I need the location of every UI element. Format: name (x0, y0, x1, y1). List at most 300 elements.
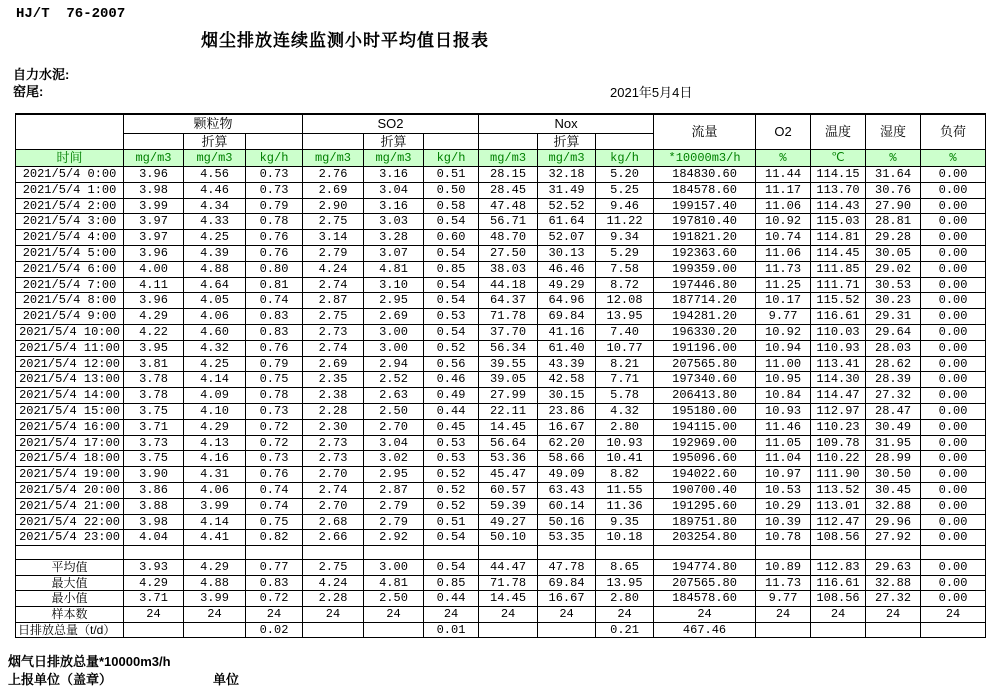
cell-value: 28.45 (479, 182, 538, 198)
cell-value: 0.00 (921, 214, 986, 230)
col-o2: O2 (756, 114, 811, 150)
cell-value: 114.43 (811, 198, 866, 214)
table-row (16, 435, 986, 451)
cell-time: 2021/5/4 17:00 (16, 435, 124, 451)
blank-cell (424, 546, 479, 560)
cell-value: 29.31 (866, 309, 921, 325)
cell-value: 115.52 (811, 293, 866, 309)
summary-value: 14.45 (479, 591, 538, 607)
cell-value: 115.03 (811, 214, 866, 230)
cell-time: 2021/5/4 4:00 (16, 230, 124, 246)
cell-value: 10.94 (756, 340, 811, 356)
cell-value: 3.10 (364, 277, 424, 293)
summary-value: 0.00 (921, 591, 986, 607)
cell-value: 0.52 (424, 340, 479, 356)
table-row (16, 514, 986, 530)
cell-value: 5.78 (596, 388, 654, 404)
blank-cell (756, 546, 811, 560)
cell-time: 2021/5/4 20:00 (16, 482, 124, 498)
cell-value: 47.48 (479, 198, 538, 214)
cell-value: 4.24 (303, 261, 364, 277)
cell-time: 2021/5/4 1:00 (16, 182, 124, 198)
summary-label: 最小值 (16, 591, 124, 607)
cell-value: 0.51 (424, 514, 479, 530)
cell-value: 0.50 (424, 182, 479, 198)
cell-value: 52.52 (538, 198, 596, 214)
cell-value: 3.99 (184, 498, 246, 514)
cell-value: 4.11 (124, 277, 184, 293)
unit-cell: ℃ (811, 150, 866, 167)
cell-value: 4.34 (184, 198, 246, 214)
cell-value: 0.00 (921, 245, 986, 261)
cell-value: 61.64 (538, 214, 596, 230)
cell-value: 27.90 (866, 198, 921, 214)
monitoring-table (15, 113, 986, 638)
table-row (16, 530, 986, 546)
cell-value: 0.00 (921, 530, 986, 546)
cell-value: 3.02 (364, 451, 424, 467)
cell-value: 0.74 (246, 293, 303, 309)
cell-value: 113.41 (811, 356, 866, 372)
cell-value: 2.79 (303, 245, 364, 261)
cell-value: 44.18 (479, 277, 538, 293)
cell-value: 9.46 (596, 198, 654, 214)
cell-value: 192363.60 (654, 245, 756, 261)
cell-value: 2.52 (364, 372, 424, 388)
cell-value: 114.47 (811, 388, 866, 404)
summary-value: 24 (866, 606, 921, 622)
cell-value: 50.10 (479, 530, 538, 546)
cell-value: 111.85 (811, 261, 866, 277)
cell-value: 199157.40 (654, 198, 756, 214)
cell-value: 10.97 (756, 467, 811, 483)
cell-value: 27.32 (866, 388, 921, 404)
cell-value: 32.18 (538, 167, 596, 183)
cell-value: 3.98 (124, 514, 184, 530)
report-date: 2021年5月4日 (610, 85, 693, 100)
cell-value: 3.28 (364, 230, 424, 246)
cell-value: 2.35 (303, 372, 364, 388)
cell-value: 194281.20 (654, 309, 756, 325)
cell-value: 3.73 (124, 435, 184, 451)
cell-value: 2.80 (596, 419, 654, 435)
cell-value: 0.53 (424, 451, 479, 467)
cell-value: 69.84 (538, 309, 596, 325)
cell-value: 11.73 (756, 261, 811, 277)
cell-value: 2.90 (303, 198, 364, 214)
cell-value: 0.00 (921, 372, 986, 388)
cell-time: 2021/5/4 0:00 (16, 167, 124, 183)
cell-time: 2021/5/4 3:00 (16, 214, 124, 230)
summary-value: 24 (424, 606, 479, 622)
summary-value: 0.44 (424, 591, 479, 607)
cell-value: 46.46 (538, 261, 596, 277)
blank-cell (184, 546, 246, 560)
summary-value: 0.54 (424, 560, 479, 576)
summary-value: 3.71 (124, 591, 184, 607)
cell-value: 3.78 (124, 388, 184, 404)
summary-label: 日排放总量（t/d） (16, 622, 124, 638)
cell-value: 30.23 (866, 293, 921, 309)
summary-value: 2.28 (303, 591, 364, 607)
cell-value: 199359.00 (654, 261, 756, 277)
cell-value: 0.52 (424, 482, 479, 498)
cell-value: 4.31 (184, 467, 246, 483)
table-row (16, 214, 986, 230)
cell-value: 4.16 (184, 451, 246, 467)
cell-value: 11.55 (596, 482, 654, 498)
data-rows (16, 167, 986, 546)
cell-value: 2.69 (303, 182, 364, 198)
cell-value: 3.00 (364, 324, 424, 340)
cell-value: 10.39 (756, 514, 811, 530)
unit-cell: % (756, 150, 811, 167)
summary-label: 样本数 (16, 606, 124, 622)
cell-value: 112.97 (811, 403, 866, 419)
cell-value: 43.39 (538, 356, 596, 372)
cell-value: 11.17 (756, 182, 811, 198)
table-row (16, 403, 986, 419)
group-particulate: 颗粒物 (124, 114, 303, 134)
cell-value: 195096.60 (654, 451, 756, 467)
cell-value: 8.82 (596, 467, 654, 483)
summary-value: 207565.80 (654, 575, 756, 591)
cell-value: 10.17 (756, 293, 811, 309)
summary-row (16, 622, 986, 638)
location-label: 窑尾: (13, 84, 44, 99)
cell-value: 29.96 (866, 514, 921, 530)
cell-value: 4.64 (184, 277, 246, 293)
cell-value: 2.63 (364, 388, 424, 404)
cell-value: 10.92 (756, 324, 811, 340)
cell-value: 0.00 (921, 198, 986, 214)
cell-value: 29.28 (866, 230, 921, 246)
cell-value: 50.16 (538, 514, 596, 530)
unit-cell: mg/m3 (479, 150, 538, 167)
table-row (16, 167, 986, 183)
cell-value: 0.00 (921, 230, 986, 246)
cell-value: 2.69 (303, 356, 364, 372)
summary-value: 4.81 (364, 575, 424, 591)
cell-value: 4.39 (184, 245, 246, 261)
cell-value: 4.81 (364, 261, 424, 277)
cell-value: 2.79 (364, 514, 424, 530)
cell-value: 30.49 (866, 419, 921, 435)
time-column-header: 时间 (16, 150, 124, 167)
cell-value: 10.29 (756, 498, 811, 514)
cell-value: 110.22 (811, 451, 866, 467)
cell-time: 2021/5/4 8:00 (16, 293, 124, 309)
cell-value: 10.53 (756, 482, 811, 498)
cell-value: 109.78 (811, 435, 866, 451)
cell-value: 0.72 (246, 435, 303, 451)
cell-value: 3.75 (124, 451, 184, 467)
cell-value: 37.70 (479, 324, 538, 340)
cell-time: 2021/5/4 13:00 (16, 372, 124, 388)
blank-cell (921, 546, 986, 560)
cell-value: 3.96 (124, 293, 184, 309)
cell-value: 53.35 (538, 530, 596, 546)
summary-value (811, 622, 866, 638)
cell-value: 0.75 (246, 514, 303, 530)
summary-value: 24 (303, 606, 364, 622)
summary-value: 32.88 (866, 575, 921, 591)
cell-value: 3.71 (124, 419, 184, 435)
table-row (16, 419, 986, 435)
cell-value: 60.14 (538, 498, 596, 514)
cell-time: 2021/5/4 10:00 (16, 324, 124, 340)
cell-value: 111.71 (811, 277, 866, 293)
cell-value: 10.93 (756, 403, 811, 419)
cell-value: 187714.20 (654, 293, 756, 309)
cell-value: 3.16 (364, 198, 424, 214)
cell-value: 2.70 (364, 419, 424, 435)
cell-value: 8.72 (596, 277, 654, 293)
summary-value: 112.83 (811, 560, 866, 576)
cell-value: 31.64 (866, 167, 921, 183)
cell-value: 207565.80 (654, 356, 756, 372)
cell-value: 2.94 (364, 356, 424, 372)
flue-gas-total-label: 烟气日排放总量*10000m3/h (8, 654, 171, 669)
cell-value: 0.54 (424, 324, 479, 340)
cell-value: 4.00 (124, 261, 184, 277)
cell-value: 30.76 (866, 182, 921, 198)
cell-value: 206413.80 (654, 388, 756, 404)
cell-value: 2.50 (364, 403, 424, 419)
unit-cell: mg/m3 (538, 150, 596, 167)
unit-cell: mg/m3 (303, 150, 364, 167)
cell-value: 0.53 (424, 435, 479, 451)
cell-value: 58.66 (538, 451, 596, 467)
cell-value: 0.00 (921, 498, 986, 514)
summary-value (756, 622, 811, 638)
cell-value: 4.25 (184, 230, 246, 246)
summary-value: 0.00 (921, 560, 986, 576)
cell-value: 30.13 (538, 245, 596, 261)
summary-row (16, 591, 986, 607)
cell-value: 23.86 (538, 403, 596, 419)
header-row-units (16, 150, 986, 167)
summary-value: 44.47 (479, 560, 538, 576)
cell-value: 0.00 (921, 419, 986, 435)
table-row (16, 245, 986, 261)
cell-value: 2.95 (364, 293, 424, 309)
empty-cell (424, 134, 479, 150)
converted-label: 折算 (538, 134, 596, 150)
cell-value: 108.56 (811, 530, 866, 546)
cell-value: 184578.60 (654, 182, 756, 198)
cell-value: 48.70 (479, 230, 538, 246)
cell-value: 113.52 (811, 482, 866, 498)
cell-value: 0.76 (246, 230, 303, 246)
cell-value: 4.41 (184, 530, 246, 546)
table-row (16, 293, 986, 309)
summary-value (124, 622, 184, 638)
cell-value: 27.99 (479, 388, 538, 404)
page-title: 烟尘排放连续监测小时平均值日报表 (201, 31, 489, 50)
table-row (16, 482, 986, 498)
summary-value: 0.02 (246, 622, 303, 638)
col-load: 负荷 (921, 114, 986, 150)
cell-value: 0.80 (246, 261, 303, 277)
cell-value: 0.79 (246, 356, 303, 372)
summary-value: 24 (596, 606, 654, 622)
cell-value: 30.05 (866, 245, 921, 261)
col-flow: 流量 (654, 114, 756, 150)
cell-value: 63.43 (538, 482, 596, 498)
cell-value: 0.83 (246, 324, 303, 340)
unit-cell: mg/m3 (124, 150, 184, 167)
cell-value: 4.32 (596, 403, 654, 419)
cell-value: 52.07 (538, 230, 596, 246)
summary-value: 24 (184, 606, 246, 622)
cell-value: 0.54 (424, 277, 479, 293)
cell-value: 8.21 (596, 356, 654, 372)
cell-value: 49.09 (538, 467, 596, 483)
summary-value (184, 622, 246, 638)
cell-value: 49.27 (479, 514, 538, 530)
cell-value: 4.06 (184, 482, 246, 498)
cell-value: 49.29 (538, 277, 596, 293)
cell-value: 10.74 (756, 230, 811, 246)
cell-value: 39.55 (479, 356, 538, 372)
cell-value: 0.52 (424, 498, 479, 514)
cell-value: 2.92 (364, 530, 424, 546)
table-row (16, 261, 986, 277)
table-row (16, 451, 986, 467)
summary-value: 29.63 (866, 560, 921, 576)
blank-cell (596, 546, 654, 560)
cell-value: 10.77 (596, 340, 654, 356)
cell-value: 4.10 (184, 403, 246, 419)
summary-value: 24 (246, 606, 303, 622)
cell-value: 2.73 (303, 451, 364, 467)
summary-value: 4.24 (303, 575, 364, 591)
cell-value: 3.04 (364, 435, 424, 451)
cell-value: 0.74 (246, 498, 303, 514)
blank-cell (866, 546, 921, 560)
cell-value: 30.53 (866, 277, 921, 293)
summary-value (866, 622, 921, 638)
summary-value: 184578.60 (654, 591, 756, 607)
cell-value: 7.58 (596, 261, 654, 277)
cell-time: 2021/5/4 23:00 (16, 530, 124, 546)
cell-value: 3.86 (124, 482, 184, 498)
cell-time: 2021/5/4 19:00 (16, 467, 124, 483)
cell-value: 28.15 (479, 167, 538, 183)
cell-value: 3.14 (303, 230, 364, 246)
cell-value: 11.22 (596, 214, 654, 230)
cell-value: 0.81 (246, 277, 303, 293)
cell-value: 7.40 (596, 324, 654, 340)
summary-value: 2.80 (596, 591, 654, 607)
cell-value: 3.96 (124, 167, 184, 183)
cell-value: 203254.80 (654, 530, 756, 546)
cell-value: 30.15 (538, 388, 596, 404)
cell-value: 45.47 (479, 467, 538, 483)
cell-value: 0.00 (921, 167, 986, 183)
unit-cell: kg/h (246, 150, 303, 167)
cell-value: 4.33 (184, 214, 246, 230)
cell-value: 10.41 (596, 451, 654, 467)
cell-value: 2.70 (303, 498, 364, 514)
cell-value: 2.70 (303, 467, 364, 483)
cell-value: 2.28 (303, 403, 364, 419)
cell-value: 114.81 (811, 230, 866, 246)
summary-label: 最大值 (16, 575, 124, 591)
cell-value: 3.16 (364, 167, 424, 183)
cell-value: 41.16 (538, 324, 596, 340)
cell-time: 2021/5/4 22:00 (16, 514, 124, 530)
cell-value: 64.37 (479, 293, 538, 309)
cell-value: 0.76 (246, 245, 303, 261)
summary-value: 24 (124, 606, 184, 622)
cell-time: 2021/5/4 9:00 (16, 309, 124, 325)
cell-value: 0.00 (921, 309, 986, 325)
cell-value: 2.30 (303, 419, 364, 435)
cell-value: 56.34 (479, 340, 538, 356)
cell-value: 30.50 (866, 467, 921, 483)
cell-value: 0.73 (246, 182, 303, 198)
cell-value: 9.77 (756, 309, 811, 325)
cell-time: 2021/5/4 12:00 (16, 356, 124, 372)
empty-cell (246, 134, 303, 150)
summary-value: 0.85 (424, 575, 479, 591)
cell-value: 0.51 (424, 167, 479, 183)
cell-value: 3.04 (364, 182, 424, 198)
summary-row (16, 606, 986, 622)
cell-value: 3.88 (124, 498, 184, 514)
summary-value: 13.95 (596, 575, 654, 591)
cell-value: 189751.80 (654, 514, 756, 530)
cell-value: 114.45 (811, 245, 866, 261)
cell-value: 2.74 (303, 277, 364, 293)
cell-value: 0.00 (921, 514, 986, 530)
unit-cell: % (866, 150, 921, 167)
summary-value: 4.29 (124, 575, 184, 591)
cell-value: 197810.40 (654, 214, 756, 230)
cell-value: 4.29 (184, 419, 246, 435)
cell-value: 0.73 (246, 403, 303, 419)
cell-value: 30.45 (866, 482, 921, 498)
cell-value: 0.00 (921, 467, 986, 483)
table-row (16, 309, 986, 325)
cell-value: 110.93 (811, 340, 866, 356)
cell-value: 3.95 (124, 340, 184, 356)
cell-value: 5.20 (596, 167, 654, 183)
cell-value: 0.58 (424, 198, 479, 214)
cell-value: 4.88 (184, 261, 246, 277)
cell-value: 29.64 (866, 324, 921, 340)
summary-value: 47.78 (538, 560, 596, 576)
cell-value: 0.00 (921, 324, 986, 340)
cell-value: 2.87 (303, 293, 364, 309)
table-row (16, 498, 986, 514)
table-row (16, 467, 986, 483)
cell-value: 4.56 (184, 167, 246, 183)
cell-value: 56.64 (479, 435, 538, 451)
cell-value: 0.76 (246, 467, 303, 483)
summary-value: 2.75 (303, 560, 364, 576)
cell-value: 39.05 (479, 372, 538, 388)
time-header-spacer (16, 114, 124, 150)
cell-value: 112.47 (811, 514, 866, 530)
converted-label: 折算 (364, 134, 424, 150)
cell-value: 11.36 (596, 498, 654, 514)
blank-cell (654, 546, 756, 560)
cell-value: 14.45 (479, 419, 538, 435)
cell-value: 31.49 (538, 182, 596, 198)
